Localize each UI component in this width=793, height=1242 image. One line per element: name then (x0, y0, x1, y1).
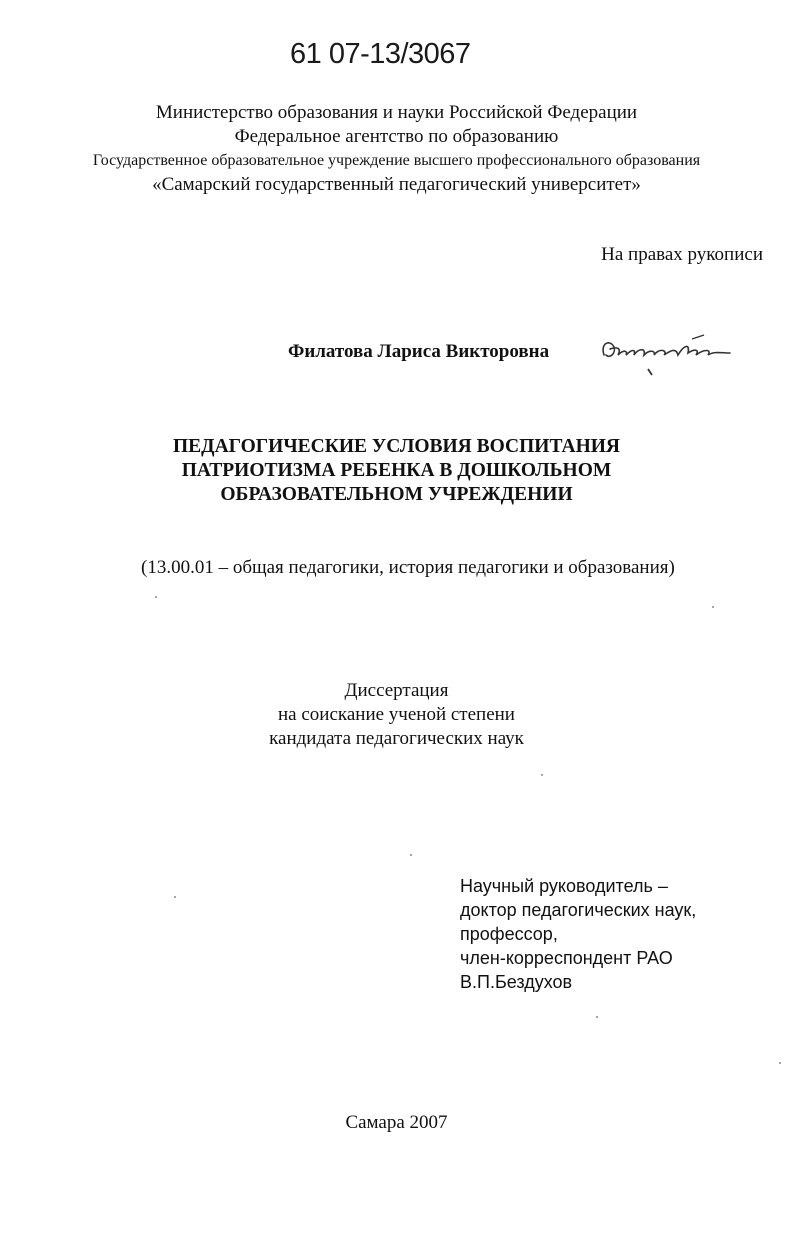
dissertation-title (0, 435, 793, 507)
supervisor-line-1: Научный руководитель – (460, 876, 668, 896)
author-name: Филатова Лариса Викторовна (288, 341, 550, 362)
organization-header (0, 101, 793, 197)
title-line-2: ПАТРИОТИЗМА РЕБЕНКА В ДОШКОЛЬНОМ (181, 460, 612, 481)
title-line-1: ПЕДАГОГИЧЕСКИЕ УСЛОВИЯ ВОСПИТАНИЯ (172, 436, 621, 457)
scan-speck (155, 596, 157, 598)
supervisor-block (460, 874, 696, 994)
degree-line-3: кандидата педагогических наук (269, 728, 524, 749)
degree-line-2: на соискание ученой степени (278, 704, 515, 725)
manuscript-rights: На правах рукописи (601, 244, 763, 265)
scan-speck (596, 1016, 598, 1018)
supervisor-line-4: член-корреспондент РАО (460, 948, 673, 968)
institution-type: Государственное образовательное учреждение высшего профессионального образования (92, 152, 701, 169)
degree-line-1: Диссертация (344, 680, 449, 701)
supervisor-name: В.П.Бездухов (460, 972, 573, 992)
degree-block (0, 679, 793, 751)
specialty-code: (13.00.01 – общая педагогики, история педагогики и образования) (141, 557, 675, 578)
supervisor-line-3: профессор, (460, 924, 558, 944)
title-line-3: ОБРАЗОВАТЕЛЬНОМ УЧРЕЖДЕНИИ (220, 484, 573, 505)
author-signature (596, 325, 746, 380)
scan-speck (174, 896, 176, 898)
ministry-name: Министерство образования и науки Российской Федерации (155, 102, 638, 123)
scan-speck (712, 606, 714, 608)
agency-name: Федеральное агентство по образованию (234, 126, 559, 147)
university-name: «Самарский государственный педагогический университет» (152, 174, 641, 195)
scan-speck (410, 854, 412, 856)
supervisor-line-2: доктор педагогических наук, (460, 900, 697, 920)
scan-speck (541, 774, 543, 776)
scan-speck (779, 1062, 781, 1064)
city-year: Самара 2007 (345, 1112, 448, 1133)
archive-number: 61 07-13/3067 (290, 38, 471, 70)
